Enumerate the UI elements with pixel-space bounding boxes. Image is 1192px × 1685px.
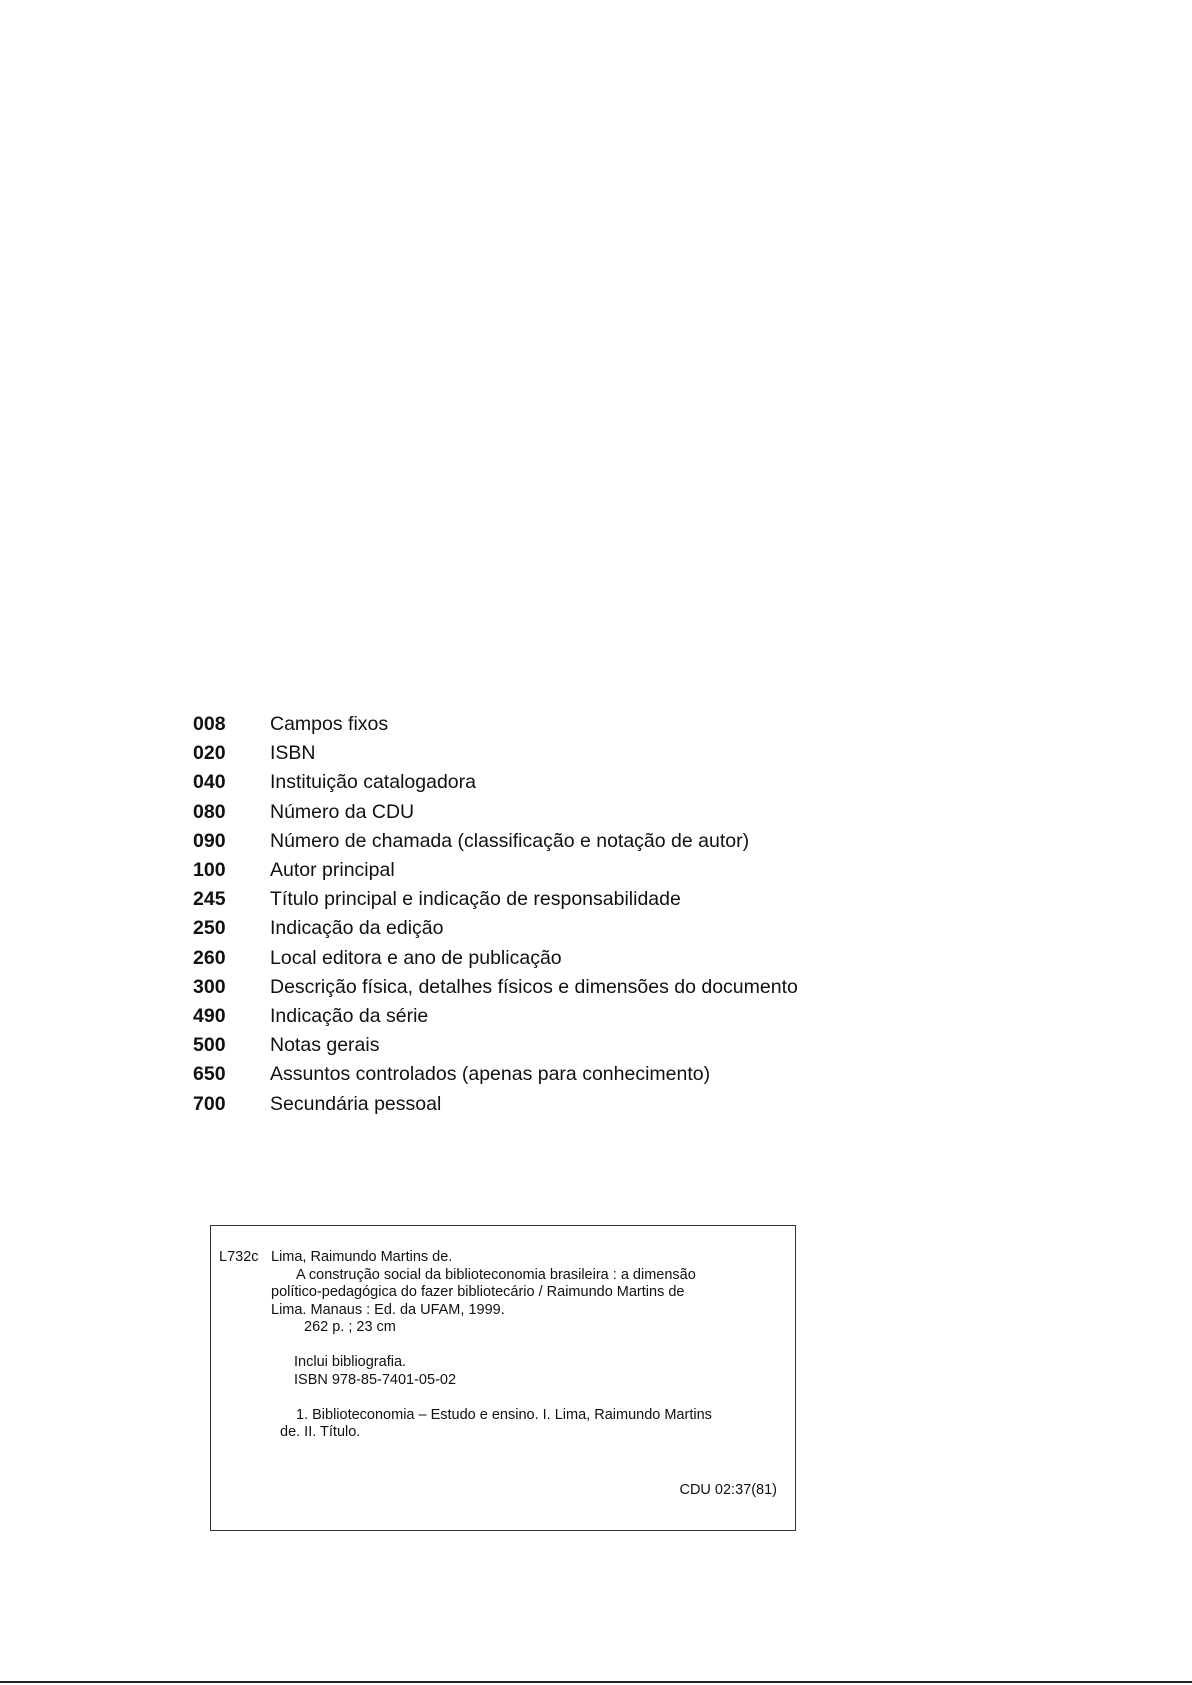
call-number: L732c [219,1249,259,1265]
field-description: Secundária pessoal [270,1092,442,1115]
field-row [193,768,893,797]
field-row [193,1002,893,1031]
field-code: 500 [193,1034,226,1057]
field-row [193,1060,893,1089]
marc-field-list [193,710,893,1119]
card-title-line: Lima. Manaus : Ed. da UFAM, 1999. [271,1301,505,1318]
field-description: Número da CDU [270,800,415,823]
field-description: Indicação da edição [270,917,444,940]
field-description: Local editora e ano de publicação [270,946,562,969]
field-row [193,914,893,943]
field-code: 260 [193,946,226,969]
card-body [271,1249,781,1442]
field-code: 008 [193,713,226,736]
field-description: Campos fixos [270,713,389,736]
card-author: Lima, Raimundo Martins de. [271,1249,453,1265]
card-note: Inclui bibliografia. [294,1354,407,1370]
card-title-line: político-pedagógica do fazer bibliotecário / Raimundo Martins de [271,1284,685,1300]
card-subjects-line: de. II. Título. [280,1424,361,1440]
card-physical-description: 262 p. ; 23 cm [304,1319,396,1335]
field-row [193,885,893,914]
field-description: Notas gerais [270,1034,380,1057]
field-description: Título principal e indicação de responsabilidade [270,888,681,911]
field-row [193,1031,893,1060]
field-code: 040 [193,771,226,794]
field-code: 490 [193,1004,226,1027]
field-code: 250 [193,917,226,940]
field-description: Indicação da série [270,1004,429,1027]
card-title-line: A construção social da biblioteconomia brasileira : a dimensão [296,1266,696,1283]
field-description: ISBN [270,742,316,765]
field-code: 020 [193,742,226,765]
page-bottom-rule [0,1681,1192,1683]
field-row [193,1089,893,1118]
field-row [193,798,893,827]
field-description: Assuntos controlados (apenas para conhecimento) [270,1063,711,1086]
field-row [193,827,893,856]
field-description: Autor principal [270,859,395,882]
field-code: 700 [193,1092,226,1115]
field-code: 650 [193,1063,226,1086]
field-row [193,944,893,973]
field-row [193,710,893,739]
field-code: 100 [193,859,226,882]
field-code: 090 [193,829,226,852]
card-isbn: ISBN 978-85-7401-05-02 [294,1371,457,1388]
field-code: 245 [193,888,226,911]
field-row [193,973,893,1002]
field-row [193,856,893,885]
card-subjects-line: 1. Biblioteconomia – Estudo e ensino. I. Lima, Raimundo Martins [296,1406,712,1423]
field-description: Instituição catalogadora [270,771,476,794]
field-row [193,739,893,768]
field-description: Número de chamada (classificação e notação de autor) [270,829,750,852]
field-description: Descrição física, detalhes físicos e dimensões do documento [270,975,798,998]
field-code: 300 [193,975,226,998]
field-code: 080 [193,800,226,823]
card-cdu: CDU 02:37(81) [679,1482,777,1498]
catalog-card [210,1225,796,1531]
